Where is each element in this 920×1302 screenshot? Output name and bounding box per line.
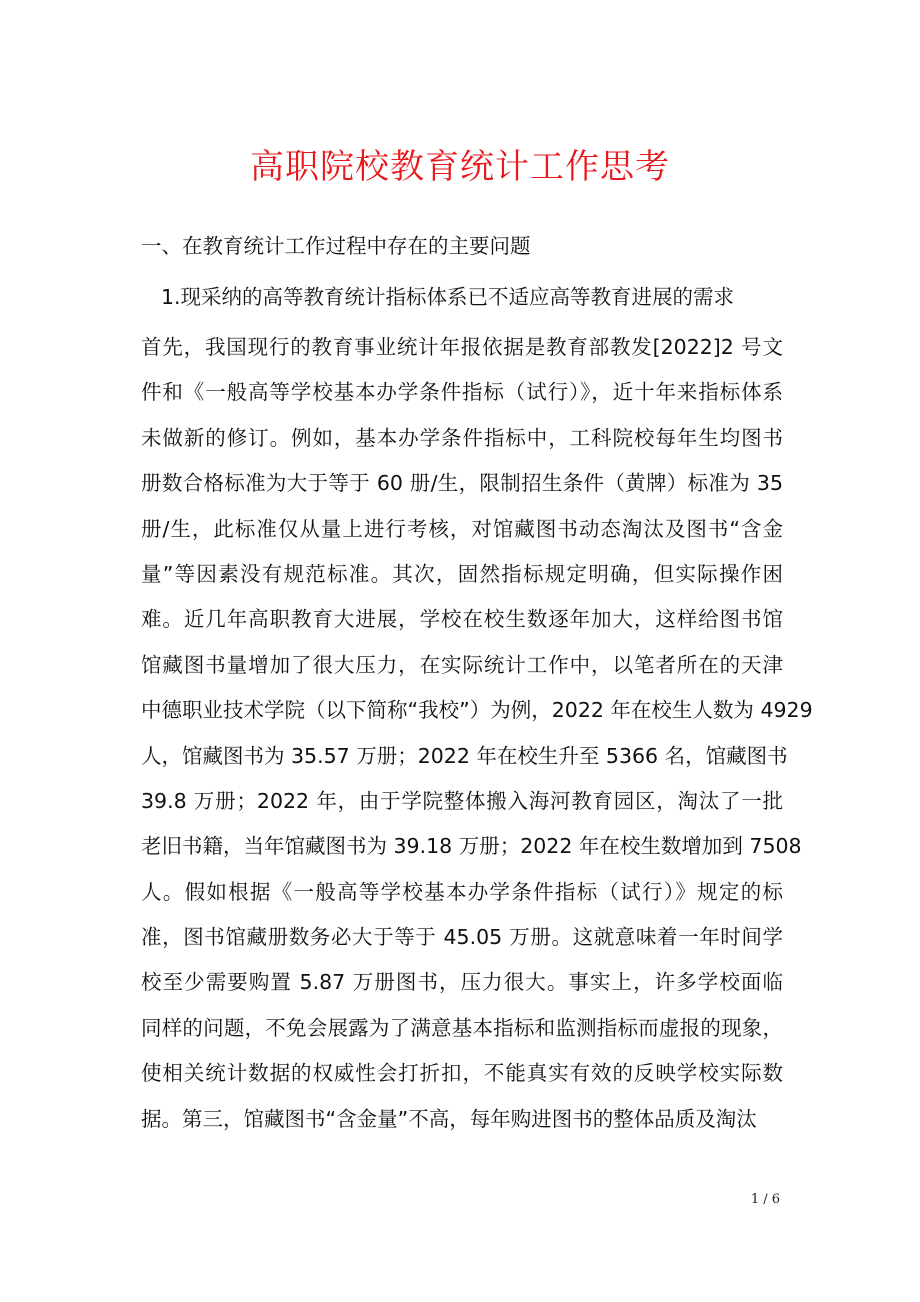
- paragraph-line: 难。近几年高职教育大进展，学校在校生数逐年加大，这样给图书馆: [141, 607, 783, 632]
- paragraph-line: 据。第三，馆藏图书“含金量”不高，每年购进图书的整体品质及淘汰: [141, 1106, 757, 1131]
- document-title: 高职院校教育统计工作思考: [250, 147, 670, 187]
- paragraph-line: 量”等因素没有规范标准。其次，固然指标规定明确，但实际操作困: [141, 561, 783, 586]
- paragraph-line: 件和《一般高等学校基本办学条件指标（试行）》，近十年来指标体系: [141, 380, 783, 405]
- section-heading: 一、在教育统计工作过程中存在的主要问题: [141, 234, 531, 258]
- paragraph-line: 校至少需要购置 5.87 万册图书，压力很大。事实上，许多学校面临: [141, 970, 783, 995]
- paragraph-line: 首先，我国现行的教育事业统计年报依据是教育部教发[2022]2 号文: [141, 335, 783, 359]
- paragraph-line: 中德职业技术学院（以下简称“我校”）为例，2022 年在校生人数为 4929: [141, 698, 813, 723]
- paragraph-line: 未做新的修订。例如，基本办学条件指标中，工科院校每年生均图书: [141, 425, 783, 450]
- subsection-heading: 1.现采纳的高等教育统计指标体系已不适应高等教育进展的需求: [161, 285, 735, 309]
- paragraph-line: 册数合格标准为大于等于 60 册/生，限制招生条件（黄牌）标准为 35: [141, 471, 783, 496]
- paragraph-line: 老旧书籍，当年馆藏图书为 39.18 万册；2022 年在校生数增加到 7508: [141, 834, 802, 859]
- paragraph-line: 准，图书馆藏册数务必大于等于 45.05 万册。这就意味着一年时间学: [141, 925, 783, 950]
- body-paragraph: [141, 325, 813, 1142]
- paragraph-line: 册/生，此标准仅从量上进行考核，对馆藏图书动态淘汰及图书“含金: [141, 516, 783, 541]
- page-number: 1 / 6: [750, 1192, 780, 1207]
- paragraph-line: 人。假如根据《一般高等学校基本办学条件指标（试行）》规定的标: [141, 879, 783, 904]
- paragraph-line: 馆藏图书量增加了很大压力，在实际统计工作中，以笔者所在的天津: [141, 652, 783, 677]
- paragraph-line: 人，馆藏图书为 35.57 万册；2022 年在校生升至 5366 名，馆藏图书: [141, 743, 788, 768]
- paragraph-line: 同样的问题，不免会展露为了满意基本指标和监测指标而虚报的现象，: [141, 1015, 783, 1040]
- paragraph-line: 39.8 万册；2022 年，由于学院整体搬入海河教育园区，淘汰了一批: [141, 788, 783, 813]
- paragraph-line: 使相关统计数据的权威性会打折扣，不能真实有效的反映学校实际数: [141, 1061, 783, 1086]
